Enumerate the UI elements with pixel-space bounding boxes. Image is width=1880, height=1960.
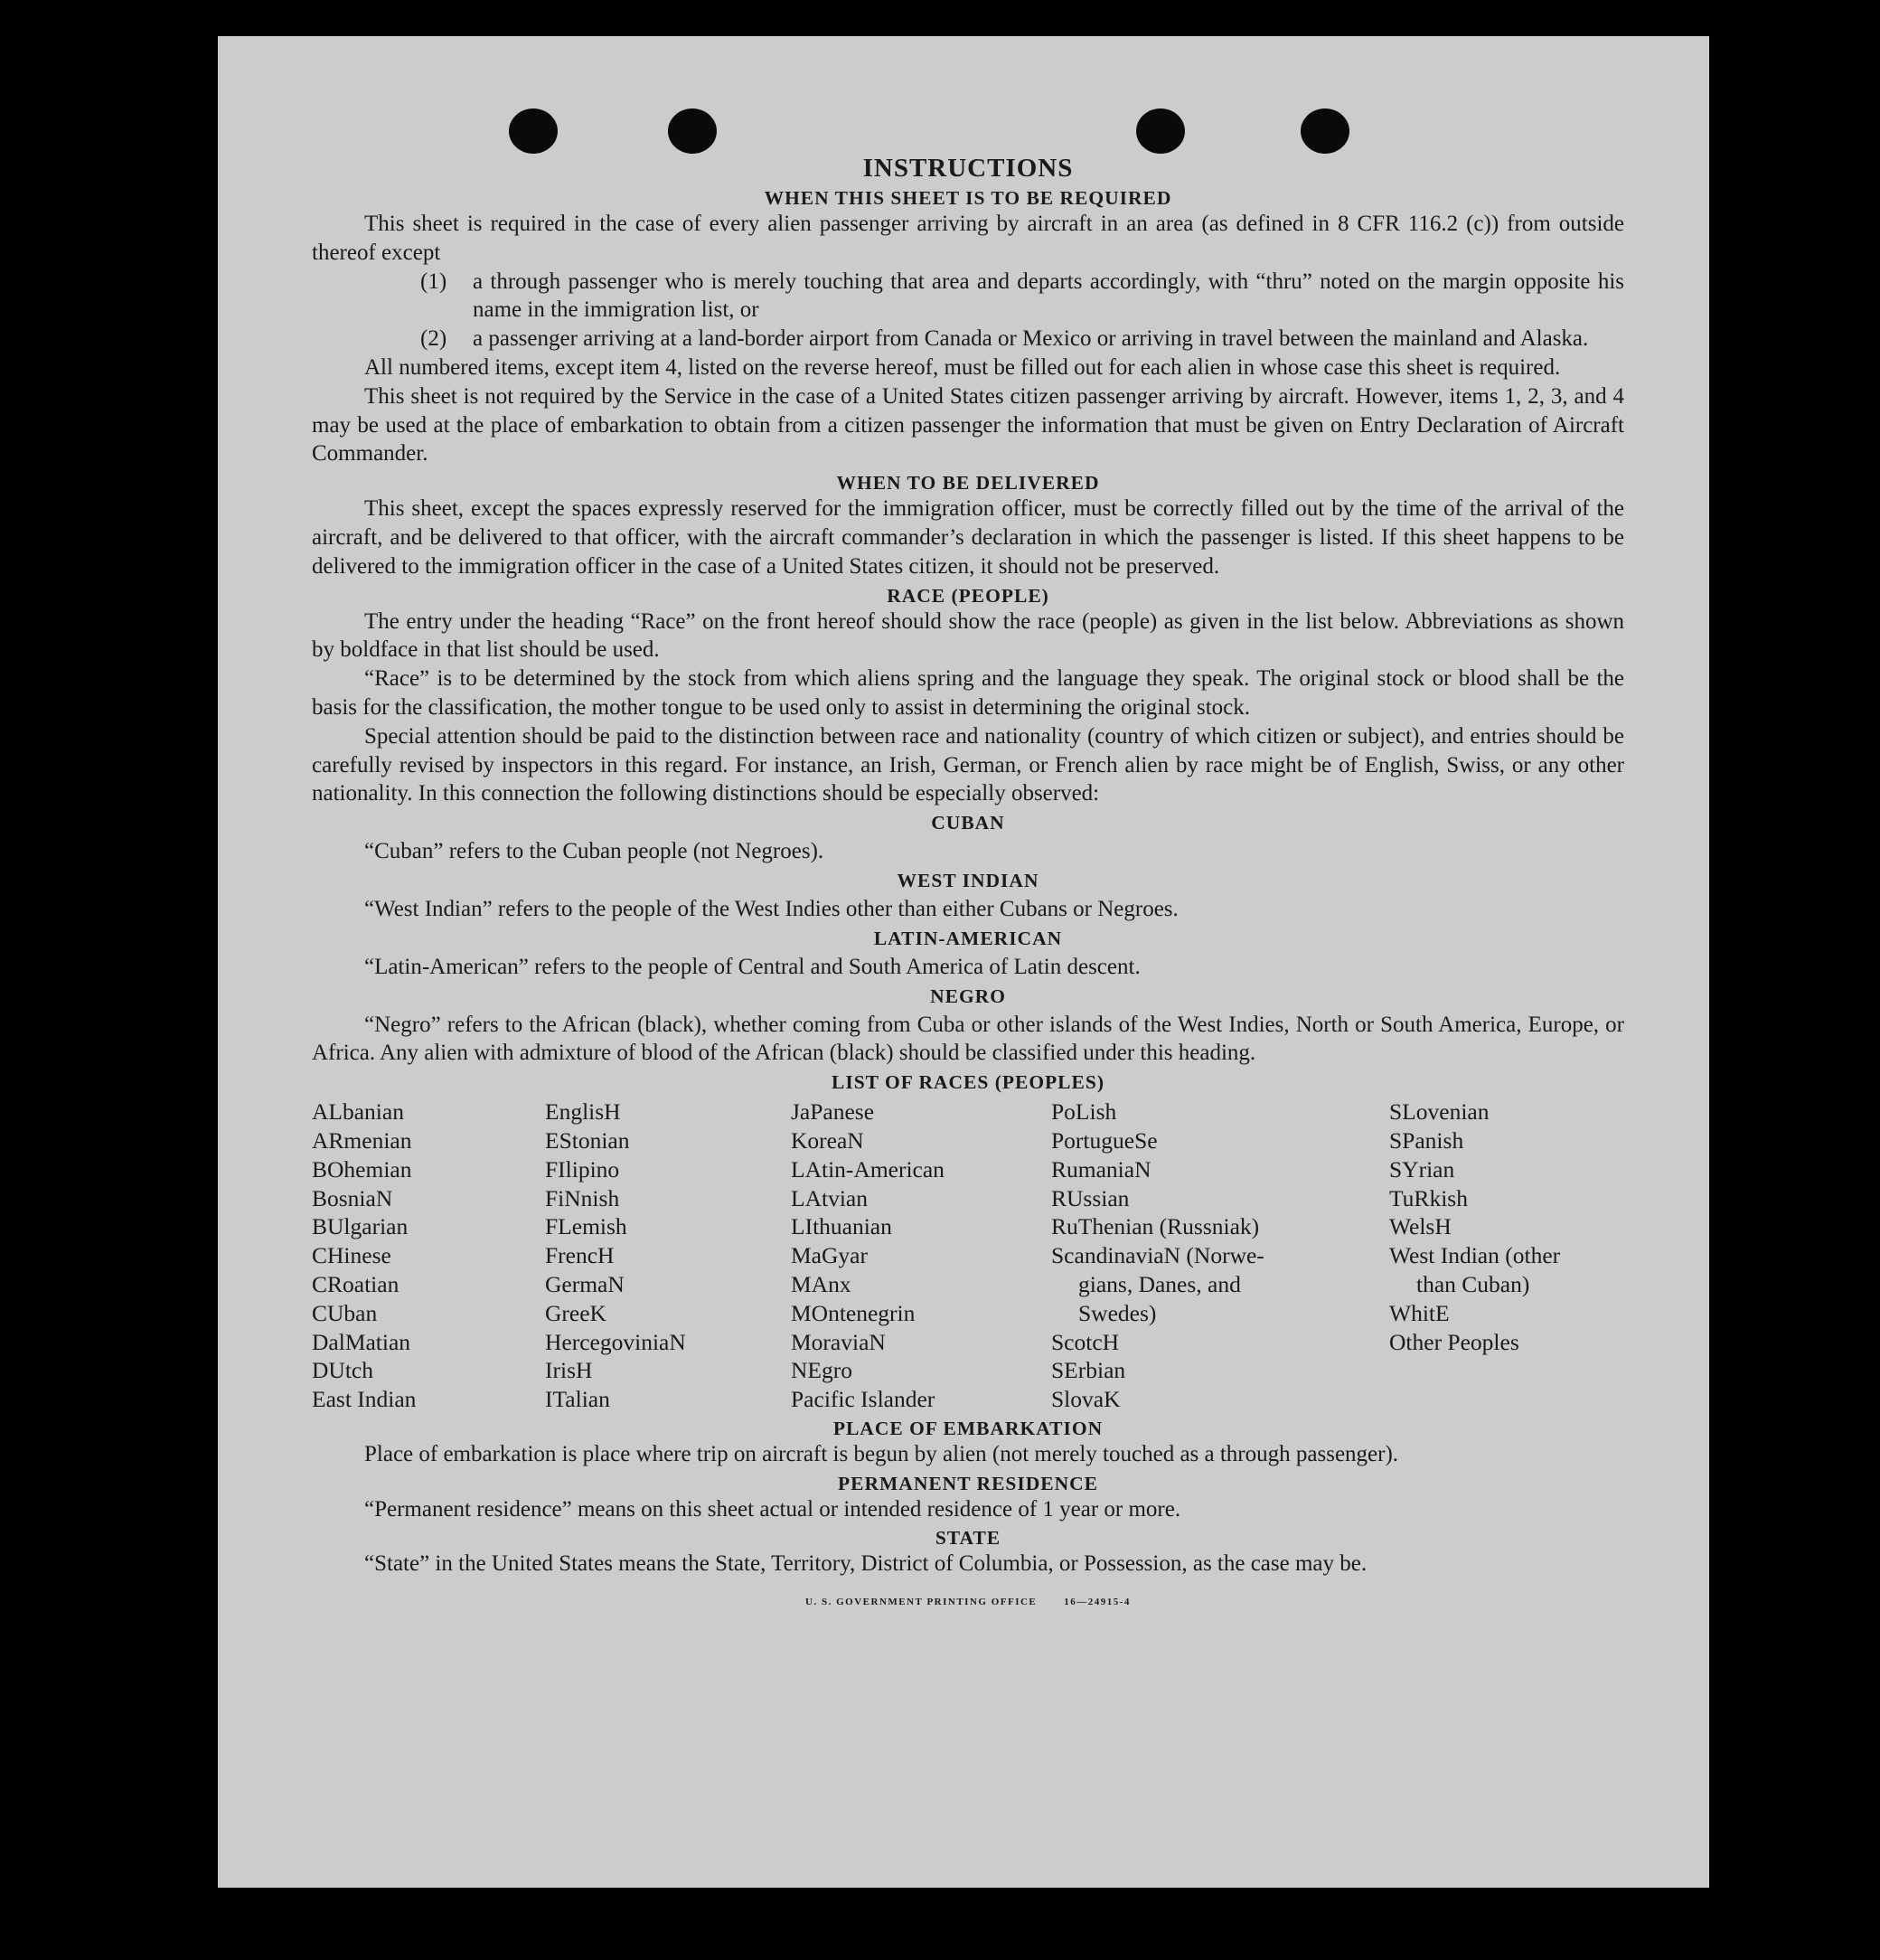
race-item: SErbian <box>1051 1357 1126 1384</box>
race-item: West Indian (other <box>1389 1242 1561 1269</box>
race-item: KoreaN <box>791 1126 864 1154</box>
printer-name: U. S. GOVERNMENT PRINTING OFFICE <box>805 1597 1038 1608</box>
section-heading: STATE <box>935 1527 1001 1550</box>
paragraph: “Negro” refers to the African (black), whether coming from Cuba or other islands of the West Indies, North or South America, Europe, or Africa. Any alien with admixture of blood of the African (black) should be classified under this heading. <box>312 1012 1624 1066</box>
race-item: NEgro <box>791 1357 852 1384</box>
race-item: WhitE <box>1389 1299 1450 1326</box>
race-item: LAtin-American <box>791 1155 945 1183</box>
race-item: FLemish <box>545 1213 627 1240</box>
paragraph: Place of embarkation is place where trip on aircraft is begun by alien (not merely touched as a through passenger). <box>364 1441 1399 1466</box>
race-item: Swedes) <box>1078 1299 1157 1326</box>
race-item: DUtch <box>312 1357 373 1384</box>
race-item: EStonian <box>545 1126 630 1154</box>
race-item: RuThenian (Russniak) <box>1051 1213 1260 1240</box>
race-item: JaPanese <box>791 1098 875 1126</box>
race-item: MOntenegrin <box>791 1299 916 1326</box>
race-item: MaGyar <box>791 1242 868 1269</box>
document-sheet <box>218 36 1709 1888</box>
paragraph: All numbered items, except item 4, listed on the reverse hereof, must be filled out for each alien in whose case this sheet is required. <box>364 354 1561 380</box>
paragraph: This sheet, except the spaces expressly reserved for the immigration officer, must be correctly filled out by the time of the arrival of the aircraft, and be delivered to that officer, with the aircraft commander’s declaration in which the passenger is listed. If this sheet happens to be delivered to the immigration officer in the case of a United States citizen, it should not be preserved. <box>312 496 1624 579</box>
paragraph: “Race” is to be determined by the stock from which aliens spring and the language they speak. The original stock or blood shall be the basis for the classification, the mother tongue to be used only to assist in determining the original stock. <box>312 666 1624 720</box>
section-heading: WHEN TO BE DELIVERED <box>836 472 1100 495</box>
paragraph: “West Indian” refers to the people of the West Indies other than either Cubans or Negroes. <box>364 896 1179 921</box>
race-item: GreeK <box>545 1299 606 1326</box>
race-item: CHinese <box>312 1242 391 1269</box>
paragraph: The entry under the heading “Race” on the front hereof should show the race (people) as given in the list below. Abbreviations as shown by boldface in that list should be used. <box>312 608 1624 663</box>
race-item: SlovaK <box>1051 1386 1121 1413</box>
race-item: PoLish <box>1051 1098 1117 1126</box>
race-item: ScandinaviaN (Norwe- <box>1051 1242 1264 1269</box>
section-heading: WEST INDIAN <box>897 869 1039 891</box>
race-item: RUssian <box>1051 1184 1130 1211</box>
race-item: East Indian <box>312 1386 417 1413</box>
race-column <box>1389 1098 1624 1414</box>
section-heading: RACE (PEOPLE) <box>887 584 1049 607</box>
race-item: gians, Danes, and <box>1078 1270 1241 1297</box>
race-item: BosniaN <box>312 1184 393 1211</box>
list-item <box>312 268 1624 325</box>
section-heading: WHEN THIS SHEET IS TO BE REQUIRED <box>764 187 1172 209</box>
list-number: (1) <box>420 269 447 294</box>
section-heading: NEGRO <box>930 985 1006 1007</box>
race-item: GermaN <box>545 1270 625 1297</box>
race-item: MoraviaN <box>791 1328 886 1355</box>
race-item: PortugueSe <box>1051 1126 1158 1154</box>
race-item: BUlgarian <box>312 1213 409 1240</box>
race-item: ScotcH <box>1051 1328 1120 1355</box>
race-item: SPanish <box>1389 1126 1464 1154</box>
paragraph: Special attention should be paid to the distinction between race and nationality (country of which citizen or subject), and entries should be carefully revised by inspectors in this regard. For instance, an Irish, German, or French alien by race might be of English, Swiss, or any other nationality. In this connection the following distinctions should be especially observed: <box>312 723 1624 806</box>
race-item: WelsH <box>1389 1213 1452 1240</box>
race-column <box>545 1098 791 1414</box>
race-item: FIlipino <box>545 1155 620 1183</box>
race-item: Pacific Islander <box>791 1386 935 1413</box>
paragraph: This sheet is not required by the Service in the case of a United States citizen passenger arriving by aircraft. However, items 1, 2, 3, and 4 may be used at the place of embarkation to obtain from a citizen passenger the information that must be given on Entry Declaration of Aircraft Commander. <box>312 383 1624 466</box>
race-column <box>791 1098 1051 1414</box>
document-title: INSTRUCTIONS <box>862 154 1074 183</box>
race-column <box>1051 1098 1389 1414</box>
race-item: CRoatian <box>312 1270 400 1297</box>
section-heading: PERMANENT RESIDENCE <box>838 1472 1098 1494</box>
race-item: ALbanian <box>312 1098 404 1126</box>
form-code: 16—24915-4 <box>1064 1597 1131 1608</box>
race-item: BOhemian <box>312 1155 412 1183</box>
section-heading: PLACE OF EMBARKATION <box>832 1417 1104 1439</box>
paragraph: This sheet is required in the case of every alien passenger arriving by aircraft in an area (as defined in 8 CFR 116.2 (c)) from outside thereof except <box>312 212 1624 265</box>
section-heading: LATIN-AMERICAN <box>873 927 1063 949</box>
race-item: EnglisH <box>545 1098 621 1126</box>
section-heading: CUBAN <box>931 812 1005 834</box>
list-text: a through passenger who is merely touching that area and departs accordingly, with “thru” noted on the margin opposite his name in the immigration list, or <box>473 269 1624 323</box>
race-column <box>312 1098 545 1414</box>
race-item: RumaniaN <box>1051 1155 1152 1183</box>
race-item: ARmenian <box>312 1126 412 1154</box>
race-item: TuRkish <box>1389 1184 1468 1211</box>
printer-imprint <box>312 1597 1624 1607</box>
race-item: Other Peoples <box>1389 1328 1519 1355</box>
race-item: DalMatian <box>312 1328 411 1355</box>
paragraph: “Permanent residence” means on this sheet actual or intended residence of 1 year or more. <box>364 1496 1181 1522</box>
race-list <box>312 1098 1624 1414</box>
race-item: LIthuanian <box>791 1213 892 1240</box>
race-item: FrencH <box>545 1242 615 1269</box>
race-item: than Cuban) <box>1416 1270 1530 1297</box>
paragraph: “Cuban” refers to the Cuban people (not Negroes). <box>364 839 824 864</box>
list-text: a passenger arriving at a land-border airport from Canada or Mexico or arriving in travel between the mainland and Alaska. <box>473 326 1589 352</box>
race-item: HercegoviniaN <box>545 1328 686 1355</box>
race-item: SLovenian <box>1389 1098 1490 1126</box>
section-heading: LIST OF RACES (PEOPLES) <box>832 1071 1104 1094</box>
race-item: MAnx <box>791 1270 851 1297</box>
document-body <box>312 119 1624 1607</box>
paragraph: “Latin-American” refers to the people of Central and South America of Latin descent. <box>364 954 1141 979</box>
paragraph: “State” in the United States means the State, Territory, District of Columbia, or Possession, as the case may be. <box>364 1551 1368 1577</box>
race-item: ITalian <box>545 1386 610 1413</box>
race-item: CUban <box>312 1299 378 1326</box>
list-number: (2) <box>420 326 447 352</box>
race-item: SYrian <box>1389 1155 1455 1183</box>
list-item <box>312 325 1624 353</box>
race-item: LAtvian <box>791 1184 868 1211</box>
race-item: IrisH <box>545 1357 593 1384</box>
race-item: FiNnish <box>545 1184 620 1211</box>
